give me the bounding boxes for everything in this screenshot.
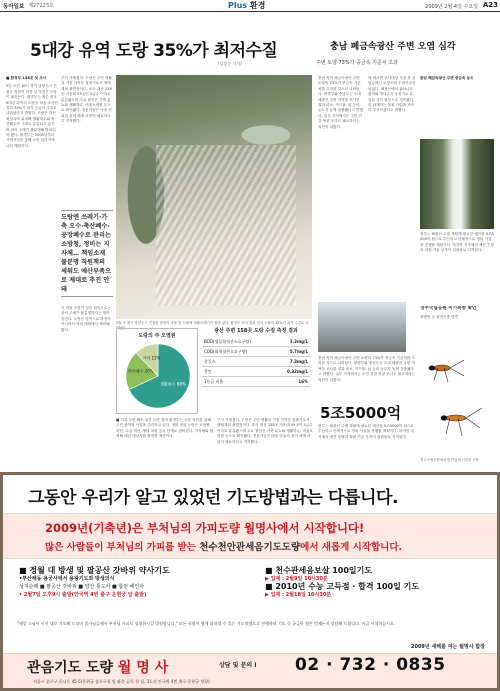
right-text-5: 충남 지역 폐금속광산 주변 토양의 73%가 중금속 기준치를 초과한 것으로 나타났다. 환경부와 충남도는 도내 폐광산 주변 지역을 조사한 결과 비소, 카드뮴, 납 등의 농도가 높게 검출됐다고 밝혔다. 일부 지역에서는 주민 건강 영향 조사도 필요하다는 의견이 나왔다. xyxy=(318,356,416,382)
ad-program-1: ■ 정월 대 방생 및 팔공산 갓바위 약사기도 xyxy=(19,566,170,575)
ad-brand-name: 월 명 사 xyxy=(117,660,169,676)
date: 2009년 2월 4일 수요일 xyxy=(425,4,478,10)
masthead xyxy=(0,0,500,12)
section-prefix: Plus xyxy=(228,1,248,10)
ad-footer xyxy=(3,653,497,688)
section-name: 환경 xyxy=(249,1,266,10)
big-number: 5조5000억 xyxy=(320,404,402,422)
ad-brand xyxy=(27,657,168,677)
article-text-3b: 구가 거세졌다. 도랑은 주민 생활과 가장 가까운 물줄기로서 생태계의 출발점이다. 조사 대상 158곳 가운데 55곳이 5급수 이하로 분류됐으며 주요 원인은 가축 분뇨와 생활하수, 비점오염원 등으로 확인됐다. 전문가들은 마을 단위의 관리 체계 마련이 필요하다고 지적했다. xyxy=(217,418,313,444)
article-column-3 xyxy=(116,418,214,468)
table-key: 총질소 xyxy=(202,357,274,367)
article-text-3: ■ 하류 오염 해소 위한 도랑 정비 환경부는 도랑 정비를 위해 주민 참여형 사업을 추진하고 있다. 정비 대상 도랑은 오염원 차단, 수질 개선, 생태 복원 등의 단계로 정비된다. 지자체와 협력해 매년 대상지를 확대할 예정이다. xyxy=(116,418,214,439)
table-value: 3.3mg/L xyxy=(274,337,310,347)
ad-headline: 그동안 우리가 알고 있었던 기도방법과는 다릅니다. xyxy=(28,488,399,508)
pie-label-2: 기타 12% xyxy=(142,355,161,361)
ad-program-1-detail: •부산해동 용궁사에서 용왕기도와 방생의식 xyxy=(19,576,115,582)
pie-label-0: 생활하수 68% xyxy=(160,381,186,387)
table-title: 광산 주변 158곳 도랑 수질 측정 결과 xyxy=(214,328,298,334)
ad-sub-pre: 많은 사람들이 부처님의 가피를 받는 xyxy=(45,542,200,553)
ad-right-program xyxy=(265,567,485,599)
right-text-4: 정부는 폐광산 주변 복원에 필요한 예산을 5조5000억 원으로 추산하고 단계적으로 정화 사업을 진행할 계획이다. 하지만 지자체의 예산 부담과 복원 기술 부족이 걸림돌로 지적된다. xyxy=(420,232,494,253)
issue-number: 제27223호 xyxy=(28,3,54,9)
right-table-title: 충남 폐금속광산 주변 중금속 농도 xyxy=(420,76,474,80)
ad-left-program xyxy=(19,567,229,599)
pie-svg xyxy=(123,341,193,411)
table-row xyxy=(202,337,310,347)
table-row xyxy=(202,347,310,357)
right-table-text xyxy=(420,76,494,136)
ad-program-3-date: ▶ 입재 : 2월18일 10시30분 xyxy=(265,592,332,598)
page-number: A23 xyxy=(482,1,498,9)
ad-signature: 2009년 새해를 여는 월명사 합장 xyxy=(410,644,485,650)
ad-program-2: ■ 천수관세음보살 100일기도 xyxy=(265,566,373,575)
right-column-3 xyxy=(420,232,494,304)
pollution-source-chart xyxy=(116,328,198,414)
main-headline: 5대강 유역 도랑 35%가 최저수질 xyxy=(30,41,278,61)
article-intro: ■ 환경부 158곳 첫 조사 xyxy=(6,76,47,80)
table-key: COD(화학적산소요구량) xyxy=(202,347,274,357)
byline: (김상준 기자) xyxy=(218,61,242,66)
right-text-3: 한 관계자는 복원 사업을 조속히 추진하겠다고 밝혔다. xyxy=(368,103,415,113)
insect-illustrations xyxy=(420,338,494,458)
ad-phone-number: 02 · 732 · 0835 xyxy=(295,655,446,675)
article-text-2: 구가 거세졌다. 도랑은 주민 생활과 가장 가까운 물줄기로서 생태계의 출발점이다. 조사 대상 158곳 가운데 55곳이 5급수 이하로 분류됐으며 주요 원인은 가축 분뇨와 생활하수, 비점오염원 등으로 확인됐다. 전문가들은 마을 단위의 관리 체계 마련이 필요하다고 지적했다. xyxy=(61,76,112,124)
water-quality-table-box xyxy=(202,328,310,414)
article-column-1 xyxy=(6,76,58,466)
photo-caption: 2월 초 경기 남양주시 진접읍 장현리 마을 앞 도랑에 생활쓰레기가 쌓여 있다. 환경부 조사 결과 전국 도랑의 35%가 최저 수질로 나타났다. xyxy=(116,321,309,330)
ad-program-2-date: ▶ 입재 : 2월9일 10시30분 xyxy=(265,576,328,582)
insect-subheadline: 장방벌 등 희귀곤충 발견 xyxy=(420,315,459,319)
table-key: BOD(생물학적산소요구량) xyxy=(202,337,274,347)
ad-brand-prefix: 관음기도 도량 xyxy=(27,660,118,676)
article-text-2b: 이 처럼 오염이 심한 원인으로는 관리 주체가 불분명하다는 점이 꼽힌다. 도랑은 법적으로 하천이 아니어서 정비 계획에서 제외돼 왔다. xyxy=(61,306,111,332)
right-column-4 xyxy=(318,356,416,398)
insect-icon xyxy=(420,338,494,458)
right-text-2: 에 따르면 조사대상 지점 중 상당수에서 토양오염 우려기준을 넘었다. 폐광산에서 흘러나온 광미와 갱내수가 농경지로 유입된 것이 원인으로 지목됐다. xyxy=(368,76,416,102)
article-column-3b xyxy=(217,418,313,468)
ad-program-1-date: • 2월7일 오후9시 출발(안국역 4번 출구 운현궁 앞 출발) xyxy=(19,592,147,598)
right-column-5 xyxy=(318,424,416,468)
ditch-photo xyxy=(116,75,312,319)
paper-name: 동아일보 xyxy=(3,3,25,10)
ad-program-3: ■ 2010년 수능 고득점 · 합격 100일 기도 xyxy=(265,582,420,591)
right-text-1: 충남 지역 폐금속광산 주변 토양의 73%가 중금속 기준치를 초과한 것으로 나타났다. 환경부와 충남도는 도내 폐광산 주변 지역을 조사한 결과 비소, 카드뮴, 납 등의 농도가 높게 검출됐다고 밝혔다. 일부 지역에서는 주민 건강 영향 조사도 필요하다는 의견이 나왔다. xyxy=(318,76,364,129)
table-value: 5.7mg/L xyxy=(274,347,310,357)
ad-banner xyxy=(3,513,497,559)
table-value: 7.3mg/L xyxy=(274,357,310,367)
waterfall-photo xyxy=(420,139,494,229)
article-column-2b xyxy=(61,306,113,466)
insect-article-head xyxy=(420,306,494,336)
table-key: 총인 xyxy=(202,367,274,377)
ad-main-line: 2009년(기축년)은 부처님의 가피도량 월명사에서 시작합니다! xyxy=(45,521,365,535)
ad-sub-emphasis: 천수천안관세음기도도량 xyxy=(199,542,301,553)
table-row xyxy=(202,377,310,387)
pie-title: 도랑의 주 오염원 xyxy=(138,333,176,339)
insect-caption: 경주국립공원에서 발견된 미기록종 곤충 xyxy=(420,458,479,462)
right-headline: 충남 폐금속광산 주변 오염 심각 xyxy=(330,42,456,52)
right-column-2 xyxy=(368,76,416,300)
article-subheading: 도랑엔 쓰레기·가축 오수·축산폐수·공장폐수로 관리는 소방청, 정비는 지자체… 책임소재 불분명 직원책의 세워도 예산부족으로 제대로 추진 안돼 xyxy=(61,210,113,297)
section-title xyxy=(228,0,265,11)
ad-program-1-sites: 성지순례 ■ 팔공산 갓바위 ■ 양산 통도사 ■ 합천 해인사 xyxy=(19,584,145,590)
mine-photo xyxy=(318,302,406,352)
table-key: 1등급 비율 xyxy=(202,377,274,387)
temple-advertisement xyxy=(0,472,500,691)
table-value: 16% xyxy=(274,377,310,387)
table-row xyxy=(202,367,310,377)
table-row xyxy=(202,357,310,367)
article-text-1: 5일 오전 10시 경기 남양주시 진접읍 장현리 마을 앞 하천은 도랑이 흘러든다. 환경부는 최근 전국 5대강 유역의 도랑을 처음 조사한 결과 35%가 최저 등급의 수질로 나타났다고 밝혔다. 도랑은 하천 최상류에 위치해 생활하수와 축산폐수가 그대로 유입되고 있으며 관리 주체가 불분명해 방치되어 왔다. 환경부는 2009년부터 시범사업을 통해 도랑 살리기에 나설 계획이다. xyxy=(6,84,58,148)
ad-body-text: "매일 스님이 사진 대로 기도해 드리며 불자님들께서 부처님 가피로 성취하시길 발원합니다." 모든 사람이 쉽게 따라할 수 있는 기도방법으로 진행하며 기도 중 궁금한 점은 언제든지 상담해 드립니다. 지금 시작하십시오. xyxy=(17,621,395,626)
insect-headline: 경주국립공원 미기록종 확인 xyxy=(420,306,477,311)
table-value: 0.32mg/L xyxy=(274,367,310,377)
right-subheadline: 주변 토양 73%가 중금속 기준치 초과 xyxy=(316,60,398,66)
article-column-2 xyxy=(61,76,113,206)
right-text-6: 정부는 폐광산 주변 복원에 필요한 예산을 5조5000억 원으로 추산하고 단계적으로 정화 사업을 진행할 계획이다. 하지만 지자체의 예산 부담과 복원 기술 부족이 걸림돌로 지적된다. xyxy=(318,424,414,439)
water-quality-table xyxy=(202,337,310,387)
ad-sub-line xyxy=(45,539,402,553)
right-column-1 xyxy=(318,76,364,300)
ad-address: 서울시 종로구 운니동 45-5(운현궁 종로구청 옆 좌측 골목 첫 집, 3호선 안국역 4번 출구 운현궁 방향) xyxy=(33,679,210,684)
ad-sub-post: 에서 새롭게 시작합니다. xyxy=(300,542,403,553)
pie-label-1: 축산폐수 20% xyxy=(127,368,154,374)
ad-contact-label: 상담 및 문의 I xyxy=(219,662,257,669)
